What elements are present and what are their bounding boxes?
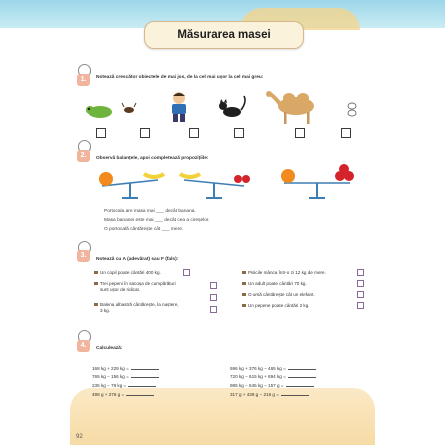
ex3-right-statement-3: O ursă cântărește cât un elefant. — [248, 292, 348, 298]
exercise-4-number: 4. — [77, 340, 90, 352]
exercise-1-instruction: Notează crescător obiectele de mai jos, de la cel mai ușor la cel mai greu: — [96, 75, 264, 80]
calc-right-4: 317 g + 439 g − 216 g = — [230, 392, 309, 397]
tf-box-left-2[interactable] — [210, 282, 217, 289]
cat-icon — [219, 96, 245, 117]
order-box-5[interactable] — [295, 128, 305, 138]
ex2-sentence-3: O portocală cântărește cât ___ mere. — [104, 227, 184, 232]
scale-orange-vs-apples — [281, 164, 354, 198]
tf-box-left-4[interactable] — [210, 306, 217, 313]
exercise-3-instruction: Notează cu A (adevărat) sau F (fals): — [96, 257, 179, 262]
tf-box-right-3[interactable] — [357, 291, 364, 298]
order-box-2[interactable] — [140, 128, 150, 138]
cherry-icon — [242, 175, 250, 183]
exercise-2-instruction: Observă balanțele, apoi completează propozițiile: — [96, 156, 209, 161]
tf-box-right-1[interactable] — [357, 269, 364, 276]
exercise-3-number: 3. — [77, 250, 90, 262]
calc-left-4: 498 g + 276 g = — [92, 392, 154, 397]
ex1-objects — [84, 88, 374, 128]
tf-box-left-3[interactable] — [210, 294, 217, 301]
exercise-2-number: 2. — [77, 150, 90, 162]
ex3-right-statement-2: Un adult poate cântări 70 kg. — [248, 281, 348, 287]
orange-icon — [99, 172, 113, 186]
calc-left-2: 765 kg − 156 kg = — [92, 374, 159, 379]
orange-icon — [281, 169, 295, 183]
camel-icon — [266, 91, 314, 124]
cherry-icon — [234, 175, 242, 183]
lesson-title: Măsurarea masei — [177, 29, 271, 41]
calc-left-1: 168 kg + 229 kg = — [92, 366, 159, 371]
banana-icon — [180, 174, 200, 177]
scale-orange-vs-banana — [99, 172, 164, 198]
banana-icon — [144, 174, 164, 177]
ex3-left-statement-3: Balena albastră cântărește, la naștere, 3 kg. — [100, 302, 179, 313]
order-box-3[interactable] — [189, 128, 199, 138]
calc-right-1: 596 kg + 376 kg − 465 kg = — [230, 366, 316, 371]
scale-banana-vs-cherries — [180, 174, 250, 198]
apple-icon — [339, 164, 349, 174]
calc-right-3: 985 kg − 645 kg − 157 g = — [230, 383, 314, 388]
snake-icon — [86, 106, 112, 118]
ex2-sentence-2: Masa bananei este mai ___ decât cea a cireșelor. — [104, 218, 210, 223]
ex3-left-statement-1: Un copil poate cântări 400 kg. — [100, 270, 180, 276]
order-box-6[interactable] — [341, 128, 351, 138]
tf-box-right-4[interactable] — [357, 302, 364, 309]
ex3-right-statement-4: Un pepene poate cântări 2 kg. — [248, 303, 348, 309]
order-box-4[interactable] — [234, 128, 244, 138]
calc-right-2: 720 kg − 615 kg + 894 kg = — [230, 374, 316, 379]
page-number: 92 — [76, 434, 83, 440]
ex2-sentence-1: Portocala are masa mai ___ decât banana. — [104, 209, 196, 214]
ex3-left-statement-2: Trei pepeni în sacoșa de cumpărături sunt ușor de ridicat. — [100, 281, 180, 292]
tf-box-left-1[interactable] — [183, 269, 190, 276]
calc-left-3: 235 kg − 78 kg = — [92, 383, 156, 388]
balance-scales-illustration — [88, 164, 374, 202]
ex3-right-statement-1: Pisicile mânca într-o zi 12 kg de mere. — [248, 270, 348, 276]
boy-icon — [172, 92, 186, 122]
tf-box-right-2[interactable] — [357, 280, 364, 287]
insect-icon — [122, 103, 136, 113]
exercise-4-instruction: Calculează: — [96, 346, 123, 351]
coin-icon — [348, 103, 356, 116]
lesson-title-scroll — [144, 21, 304, 49]
order-box-1[interactable] — [96, 128, 106, 138]
exercise-1-number: 1. — [77, 74, 90, 86]
